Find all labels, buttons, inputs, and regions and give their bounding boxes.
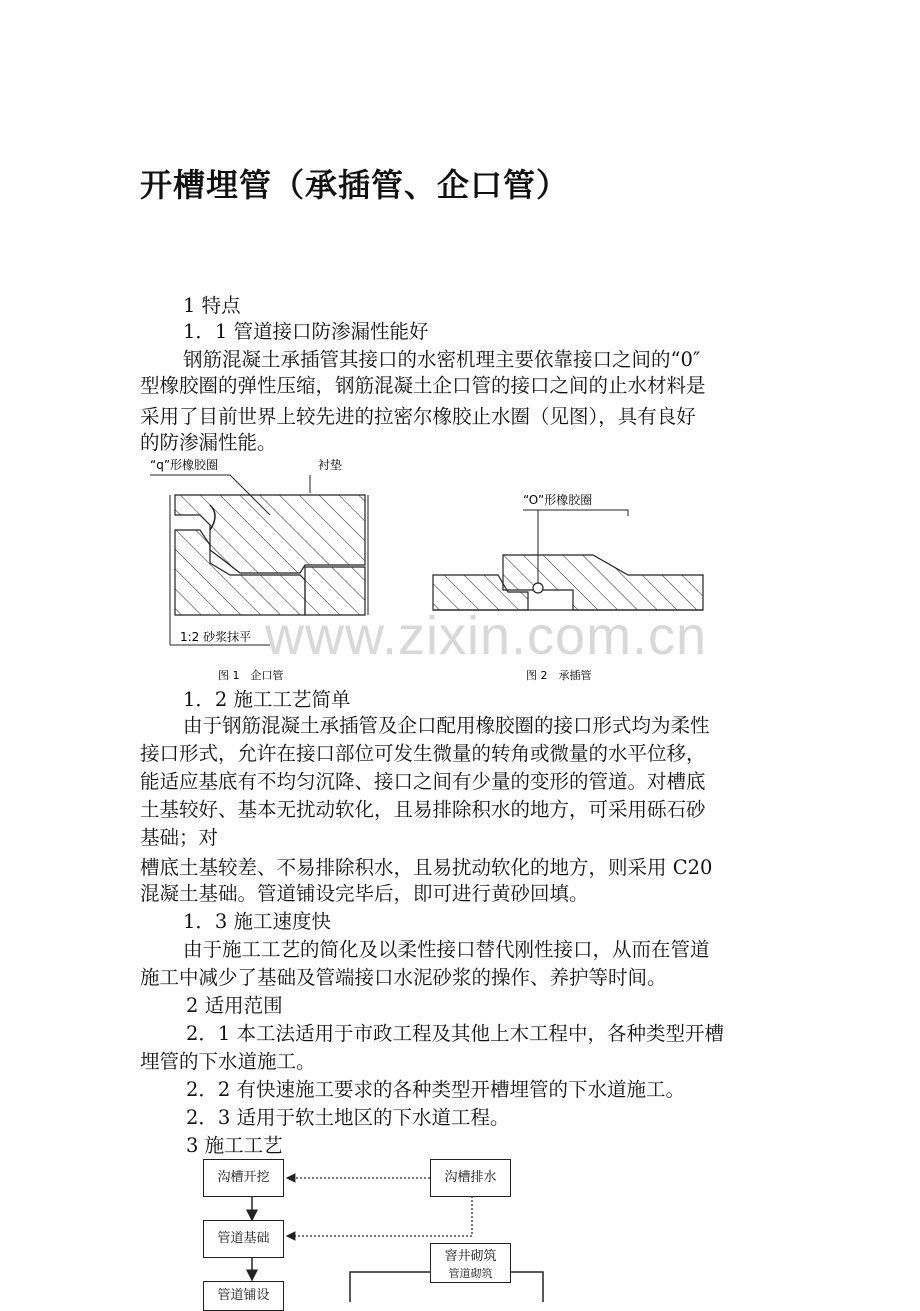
heading-1-2: 1．2 施工工艺简单: [183, 688, 351, 711]
para-1-1-line: 的防渗漏性能。: [140, 431, 277, 454]
fig1-label-pad: 衬垫: [318, 458, 343, 472]
flow-node-trench-excavation: 沟槽开挖: [203, 1159, 284, 1197]
watermark: www.zixin.com.cn: [265, 606, 708, 666]
flow-node-pipe-foundation: 管道基础: [203, 1220, 284, 1258]
heading-1-3: 1．3 施工速度快: [183, 910, 332, 933]
fig1-label-ring: “q”形橡胶圈: [150, 458, 219, 472]
para-1-2-line: 槽底土基较差、不易排除积水，且易扰动软化的地方，则采用 C20: [140, 856, 713, 879]
para-1-2-line: 混凝土基础。管道铺设完毕后，即可进行黄砂回填。: [140, 882, 589, 905]
fig1-label-mortar: 1:2 砂浆抹平: [180, 630, 252, 644]
para-1-2-line: 基础；对: [140, 826, 219, 849]
fig2-label-ring: “O”形橡胶圈: [523, 493, 593, 507]
para-1-2-line: 能适应基底有不均匀沉降、接口之间有少量的变形的管道。对槽底: [140, 770, 706, 793]
flow-node-manhole-masonry: [430, 1243, 511, 1283]
section-3-heading: 3 施工工艺: [186, 1134, 283, 1157]
flow-node-trench-drainage: 沟槽排水: [430, 1159, 511, 1197]
fig2-caption: 图 2 承插管: [526, 669, 592, 682]
fig1-caption: 图 1 企口管: [218, 669, 284, 682]
para-2-1-line: 2．1 本工法适用于市政工程及其他上木工程中，各种类型开槽: [186, 1022, 725, 1045]
para-1-1-line: 型橡胶圈的弹性压缩，钢筋混凝土企口管的接口之间的止水材料是: [140, 374, 706, 397]
para-1-1-line: 采用了目前世界上较先进的拉密尔橡胶止水圈（见图），具有良好: [140, 405, 696, 428]
para-1-2-line: 接口形式，允许在接口部位可发生微量的转角或微量的水平位移，: [140, 742, 706, 765]
para-1-3-line: 由于施工工艺的简化及以柔性接口替代刚性接口，从而在管道: [183, 938, 710, 961]
page-title: 开槽埋管（承插管、企口管）: [140, 166, 570, 204]
flow-node-pipe-laying: 管道铺设: [203, 1281, 284, 1311]
para-2-2: 2．2 有快速施工要求的各种类型开槽埋管的下水道施工。: [186, 1078, 686, 1101]
flow-node-manhole-label: 窨井砌筑: [444, 1249, 497, 1264]
flow-node-manhole-sub: 管道砌筑: [448, 1267, 493, 1280]
section-2-heading: 2 适用范围: [186, 994, 283, 1017]
para-2-3: 2．3 适用于软土地区的下水道工程。: [186, 1106, 510, 1129]
para-1-2-line: 由于钢筋混凝土承插管及企口配用橡胶圈的接口形式均为柔性: [183, 714, 710, 737]
para-1-3-line: 施工中减少了基础及管端接口水泥砂浆的操作、养护等时间。: [140, 966, 667, 989]
para-1-1-line: 钢筋混凝土承插管其接口的水密机理主要依靠接口之间的“0″: [183, 348, 701, 371]
para-2-1-line: 埋管的下水道施工。: [140, 1050, 316, 1073]
section-1-heading: 1 特点: [183, 294, 241, 317]
heading-1-1: 1．1 管道接口防渗漏性能好: [183, 320, 429, 343]
para-1-2-line: 土基较好、基本无扰动软化，且易排除积水的地方，可采用砾石砂: [140, 798, 706, 821]
